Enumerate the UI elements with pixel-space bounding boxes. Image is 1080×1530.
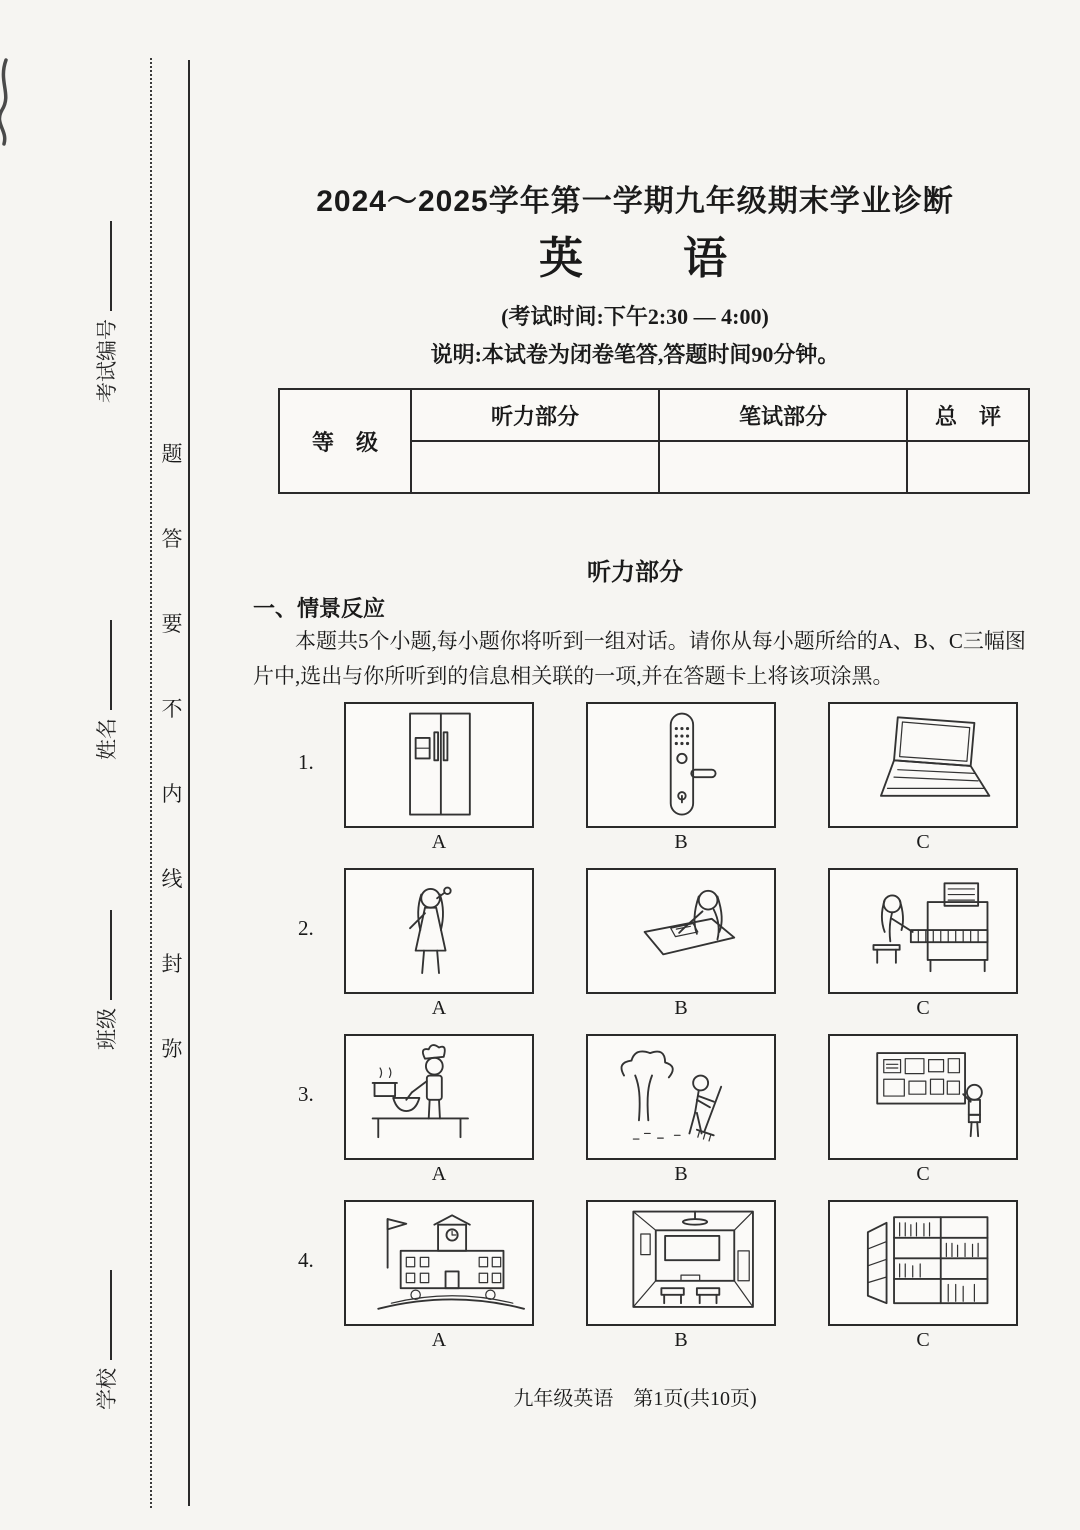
option-2a	[344, 868, 534, 1020]
option-image-box	[828, 1034, 1018, 1160]
option-1b	[586, 702, 776, 854]
question-number: 4.	[298, 1248, 314, 1272]
exam-number-field	[93, 217, 119, 403]
piano-girl-illustration	[834, 874, 1012, 988]
option-image-box	[828, 868, 1018, 994]
subject-title: 英 语	[539, 234, 731, 283]
option-label: C	[916, 1329, 930, 1351]
student-name-field	[93, 620, 119, 760]
exam-number-blank-line	[100, 221, 112, 311]
library-illustration	[834, 1206, 1012, 1320]
question-number: 1.	[298, 750, 314, 774]
writing-girl-illustration	[592, 874, 770, 988]
option-label: C	[916, 997, 930, 1019]
option-4c	[828, 1200, 1018, 1352]
class-label: 班级	[95, 1008, 119, 1050]
class-blank-line	[100, 910, 112, 1000]
option-image-box	[344, 1034, 534, 1160]
option-image-box	[828, 1200, 1018, 1326]
laptop-illustration	[834, 708, 1012, 822]
option-label: A	[431, 997, 447, 1019]
option-label: B	[674, 997, 688, 1019]
option-1c	[828, 702, 1018, 854]
question-number: 2.	[298, 916, 314, 940]
option-3b	[586, 1034, 776, 1186]
seal-char: 封	[161, 952, 183, 976]
class-field	[93, 910, 119, 1050]
student-name-label: 姓名	[95, 718, 119, 760]
score-table-written-header: 笔试部分	[659, 389, 907, 441]
option-image-box	[828, 702, 1018, 828]
option-image-box	[344, 702, 534, 828]
score-table-listening-header: 听力部分	[411, 389, 659, 441]
pen-scribble-mark	[0, 52, 26, 152]
exam-instructions-line: 说明:本试卷为闭卷笔答,答题时间90分钟。	[430, 342, 840, 367]
school-blank-line	[100, 1270, 112, 1360]
refrigerator-illustration	[350, 708, 528, 822]
seal-char: 不	[161, 697, 183, 721]
score-table-grade-label: 等 级	[279, 389, 411, 493]
seal-dotted-line	[150, 58, 152, 1508]
exam-title: 2024～2025学年第一学期九年级期末学业诊断	[316, 185, 954, 218]
student-name-blank-line	[100, 620, 112, 710]
door-lock-illustration	[592, 708, 770, 822]
question-number: 3.	[298, 1082, 314, 1106]
classroom-illustration	[592, 1206, 770, 1320]
part1-instructions: 本题共5个小题,每小题你将听到一组对话。请你从每小题所给的A、B、C三幅图片中,选出与你所听到的信息相关联的一项,并在答题卡上将该项涂黑。	[253, 629, 1026, 688]
option-label: C	[916, 1163, 930, 1185]
seal-char: 弥	[161, 1037, 183, 1061]
option-image-box	[586, 1200, 776, 1326]
option-image-box	[586, 1034, 776, 1160]
option-image-box	[586, 868, 776, 994]
option-3a	[344, 1034, 534, 1186]
listening-section-title: 听力部分	[587, 559, 683, 586]
option-3c	[828, 1034, 1018, 1186]
option-label: B	[674, 1329, 688, 1351]
score-cell-listening-empty	[411, 441, 659, 493]
seal-char: 答	[161, 527, 183, 551]
option-4a	[344, 1200, 534, 1352]
seal-char: 题	[161, 442, 183, 466]
exam-time-line: (考试时间:下午2:30 — 4:00)	[501, 304, 769, 329]
question-row-2	[298, 868, 1038, 1020]
score-cell-written-empty	[659, 441, 907, 493]
notice-board-child-illustration	[834, 1040, 1012, 1154]
option-2b	[586, 868, 776, 1020]
option-2c	[828, 868, 1018, 1020]
seal-line-text	[159, 438, 185, 1063]
seal-char: 要	[161, 612, 183, 636]
option-image-box	[586, 702, 776, 828]
score-table-total-header: 总 评	[907, 389, 1029, 441]
option-label: A	[431, 1329, 447, 1351]
exam-number-label: 考试编号	[95, 319, 119, 403]
option-4b	[586, 1200, 776, 1352]
score-cell-total-empty	[907, 441, 1029, 493]
page-footer: 九年级英语 第1页(共10页)	[513, 1388, 757, 1410]
raking-child-illustration	[592, 1040, 770, 1154]
singing-girl-illustration	[350, 874, 528, 988]
question-row-4	[298, 1200, 1038, 1352]
part1-title: 一、情景反应	[253, 596, 386, 621]
option-1a	[344, 702, 534, 854]
cooking-child-illustration	[350, 1040, 528, 1154]
option-image-box	[344, 1200, 534, 1326]
seal-char: 内	[161, 782, 183, 806]
score-table	[278, 388, 1030, 494]
option-label: B	[674, 1163, 688, 1185]
seal-solid-line	[188, 60, 190, 1506]
option-image-box	[344, 868, 534, 994]
seal-char: 线	[161, 867, 183, 891]
picture-questions	[298, 702, 1038, 1366]
option-label: A	[431, 1163, 447, 1185]
option-label: C	[916, 831, 930, 853]
option-label: B	[674, 831, 688, 853]
question-row-1	[298, 702, 1038, 854]
question-row-3	[298, 1034, 1038, 1186]
option-label: A	[431, 831, 447, 853]
school-label: 学校	[95, 1368, 119, 1410]
school-field	[93, 1270, 119, 1410]
school-building-illustration	[350, 1206, 528, 1320]
